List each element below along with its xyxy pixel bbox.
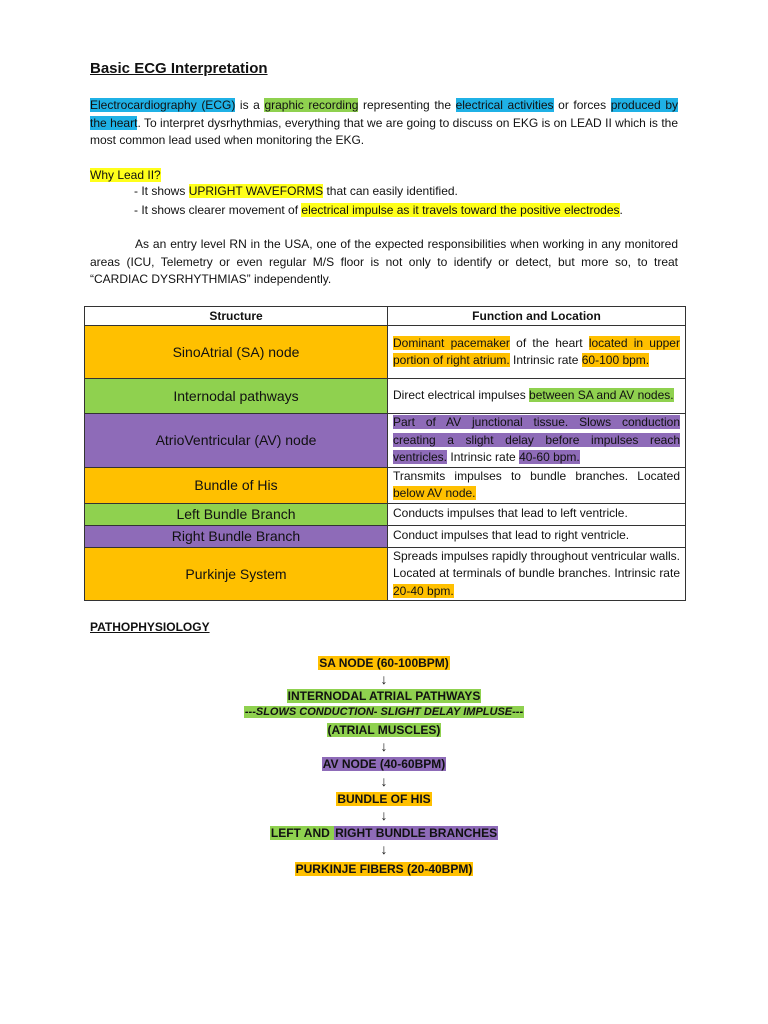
function-cell bbox=[388, 547, 686, 601]
why-heading-text: Why Lead II? bbox=[90, 168, 161, 182]
why-bullet-1 bbox=[134, 184, 458, 198]
flow-label: ---SLOWS CONDUCTION- SLIGHT DELAY IMPLUSE--- bbox=[244, 706, 524, 718]
flow-label: PURKINJE FIBERS (20-40BPM) bbox=[295, 862, 473, 876]
term-graphic: graphic recording bbox=[264, 98, 359, 112]
bullet-highlight: electrical impulse as it travels toward the positive electrodes bbox=[301, 203, 620, 217]
intro-text: representing the bbox=[358, 98, 456, 112]
function-text: Direct electrical impulses bbox=[393, 388, 530, 403]
flow-av-node bbox=[0, 757, 768, 771]
bullet-text: . bbox=[619, 203, 623, 217]
flow-purkinje bbox=[0, 862, 768, 876]
flow-slows-conduction bbox=[0, 706, 768, 718]
function-highlight: between SA and AV nodes. bbox=[529, 388, 674, 403]
down-arrow-icon: ↓ bbox=[380, 841, 388, 857]
table-row bbox=[85, 503, 686, 525]
why-lead-heading bbox=[90, 167, 678, 185]
structure-cell: Left Bundle Branch bbox=[85, 503, 388, 525]
intro-text: or forces bbox=[553, 98, 611, 112]
down-arrow-icon: ↓ bbox=[380, 807, 388, 823]
term-electrical: electrical activities bbox=[455, 98, 554, 112]
function-text: of the heart bbox=[509, 335, 589, 350]
flow-sa-node bbox=[0, 656, 768, 670]
function-highlight: 40-60 bpm. bbox=[519, 450, 580, 464]
flow-label: AV NODE (40-60BPM) bbox=[322, 757, 446, 771]
page-title: Basic ECG Interpretation bbox=[90, 60, 268, 77]
function-cell bbox=[388, 414, 686, 468]
intro-text: . To interpret dysrhythmias, everything that we are going to discuss on EKG is on LEAD II which is the most common lead used when monitoring the EKG. bbox=[90, 115, 678, 147]
function-text: Spreads impulses rapidly throughout ventricular walls. Located at terminals of bundle branches. Intrinsic rate bbox=[393, 548, 680, 580]
structure-table bbox=[84, 306, 686, 601]
function-highlight: Part of AV junctional tissue. Slows conduction creating a slight delay before impulses reach ventricles. bbox=[393, 415, 680, 464]
structure-cell: Right Bundle Branch bbox=[85, 525, 388, 547]
flow-label: INTERNODAL ATRIAL PATHWAYS bbox=[287, 689, 481, 703]
function-text: Transmits impulses to bundle branches. Located bbox=[393, 468, 680, 483]
table-row bbox=[85, 525, 686, 547]
structure-cell: AtrioVentricular (AV) node bbox=[85, 414, 388, 468]
function-cell bbox=[388, 326, 686, 379]
down-arrow-icon: ↓ bbox=[380, 738, 388, 754]
intro-paragraph bbox=[90, 97, 678, 150]
table-header-row bbox=[85, 307, 686, 326]
entry-paragraph: As an entry level RN in the USA, one of the expected responsibilities when working in any monitored areas (ICU, Telemetry or even regular M/S floor is not only to identify or detect, but more so, to treat “CARDIAC DYSRHYTHMIAS” independently. bbox=[90, 237, 678, 286]
flow-bundle-branches bbox=[0, 826, 768, 840]
term-ecg: Electrocardiography (ECG) bbox=[90, 98, 236, 112]
table-row bbox=[85, 414, 686, 468]
down-arrow-icon: ↓ bbox=[380, 773, 388, 789]
table-row bbox=[85, 547, 686, 601]
function-highlight: below AV node. bbox=[393, 486, 476, 500]
flow-label: SA NODE (60-100BPM) bbox=[319, 656, 449, 670]
structure-cell: Purkinje System bbox=[85, 547, 388, 601]
table-row bbox=[85, 467, 686, 503]
function-text: Intrinsic rate bbox=[447, 450, 520, 464]
bullet-text: - It shows bbox=[134, 184, 189, 198]
header-structure: Structure bbox=[85, 307, 388, 326]
term-produced: produced by the heart bbox=[90, 98, 678, 130]
flow-atrial-muscles bbox=[0, 723, 768, 737]
flow-label: BUNDLE OF HIS bbox=[337, 792, 431, 806]
table-row bbox=[85, 326, 686, 379]
function-highlight: located in upper portion of right atrium. bbox=[393, 335, 680, 367]
function-highlight: 60-100 bpm. bbox=[581, 353, 650, 367]
function-highlight: Dominant pacemaker bbox=[393, 335, 510, 350]
structure-cell: SinoAtrial (SA) node bbox=[85, 326, 388, 379]
down-arrow-icon: ↓ bbox=[380, 671, 388, 687]
flow-label: RIGHT BUNDLE BRANCHES bbox=[335, 826, 498, 840]
flow-internodal bbox=[0, 689, 768, 703]
why-bullet-2 bbox=[134, 203, 623, 217]
table-row bbox=[85, 379, 686, 414]
structure-cell: Internodal pathways bbox=[85, 379, 388, 414]
header-function: Function and Location bbox=[388, 307, 686, 326]
bullet-highlight: UPRIGHT WAVEFORMS bbox=[188, 184, 324, 198]
function-cell bbox=[388, 467, 686, 503]
pathophysiology-heading: PATHOPHYSIOLOGY bbox=[90, 620, 210, 634]
function-cell: Conduct impulses that lead to right ventricle. bbox=[388, 525, 686, 547]
flow-label: (ATRIAL MUSCLES) bbox=[327, 723, 441, 737]
function-cell bbox=[388, 379, 686, 414]
bullet-text: - It shows clearer movement of bbox=[134, 203, 302, 217]
function-highlight: 20-40 bpm. bbox=[393, 583, 454, 598]
bullet-text: that can easily identified. bbox=[323, 184, 458, 198]
structure-cell: Bundle of His bbox=[85, 467, 388, 503]
flow-bundle-of-his bbox=[0, 792, 768, 806]
function-cell: Conducts impulses that lead to left ventricle. bbox=[388, 503, 686, 525]
flow-label: LEFT AND bbox=[270, 826, 334, 840]
function-text: Intrinsic rate bbox=[509, 353, 582, 367]
intro-text: is a bbox=[235, 98, 265, 112]
